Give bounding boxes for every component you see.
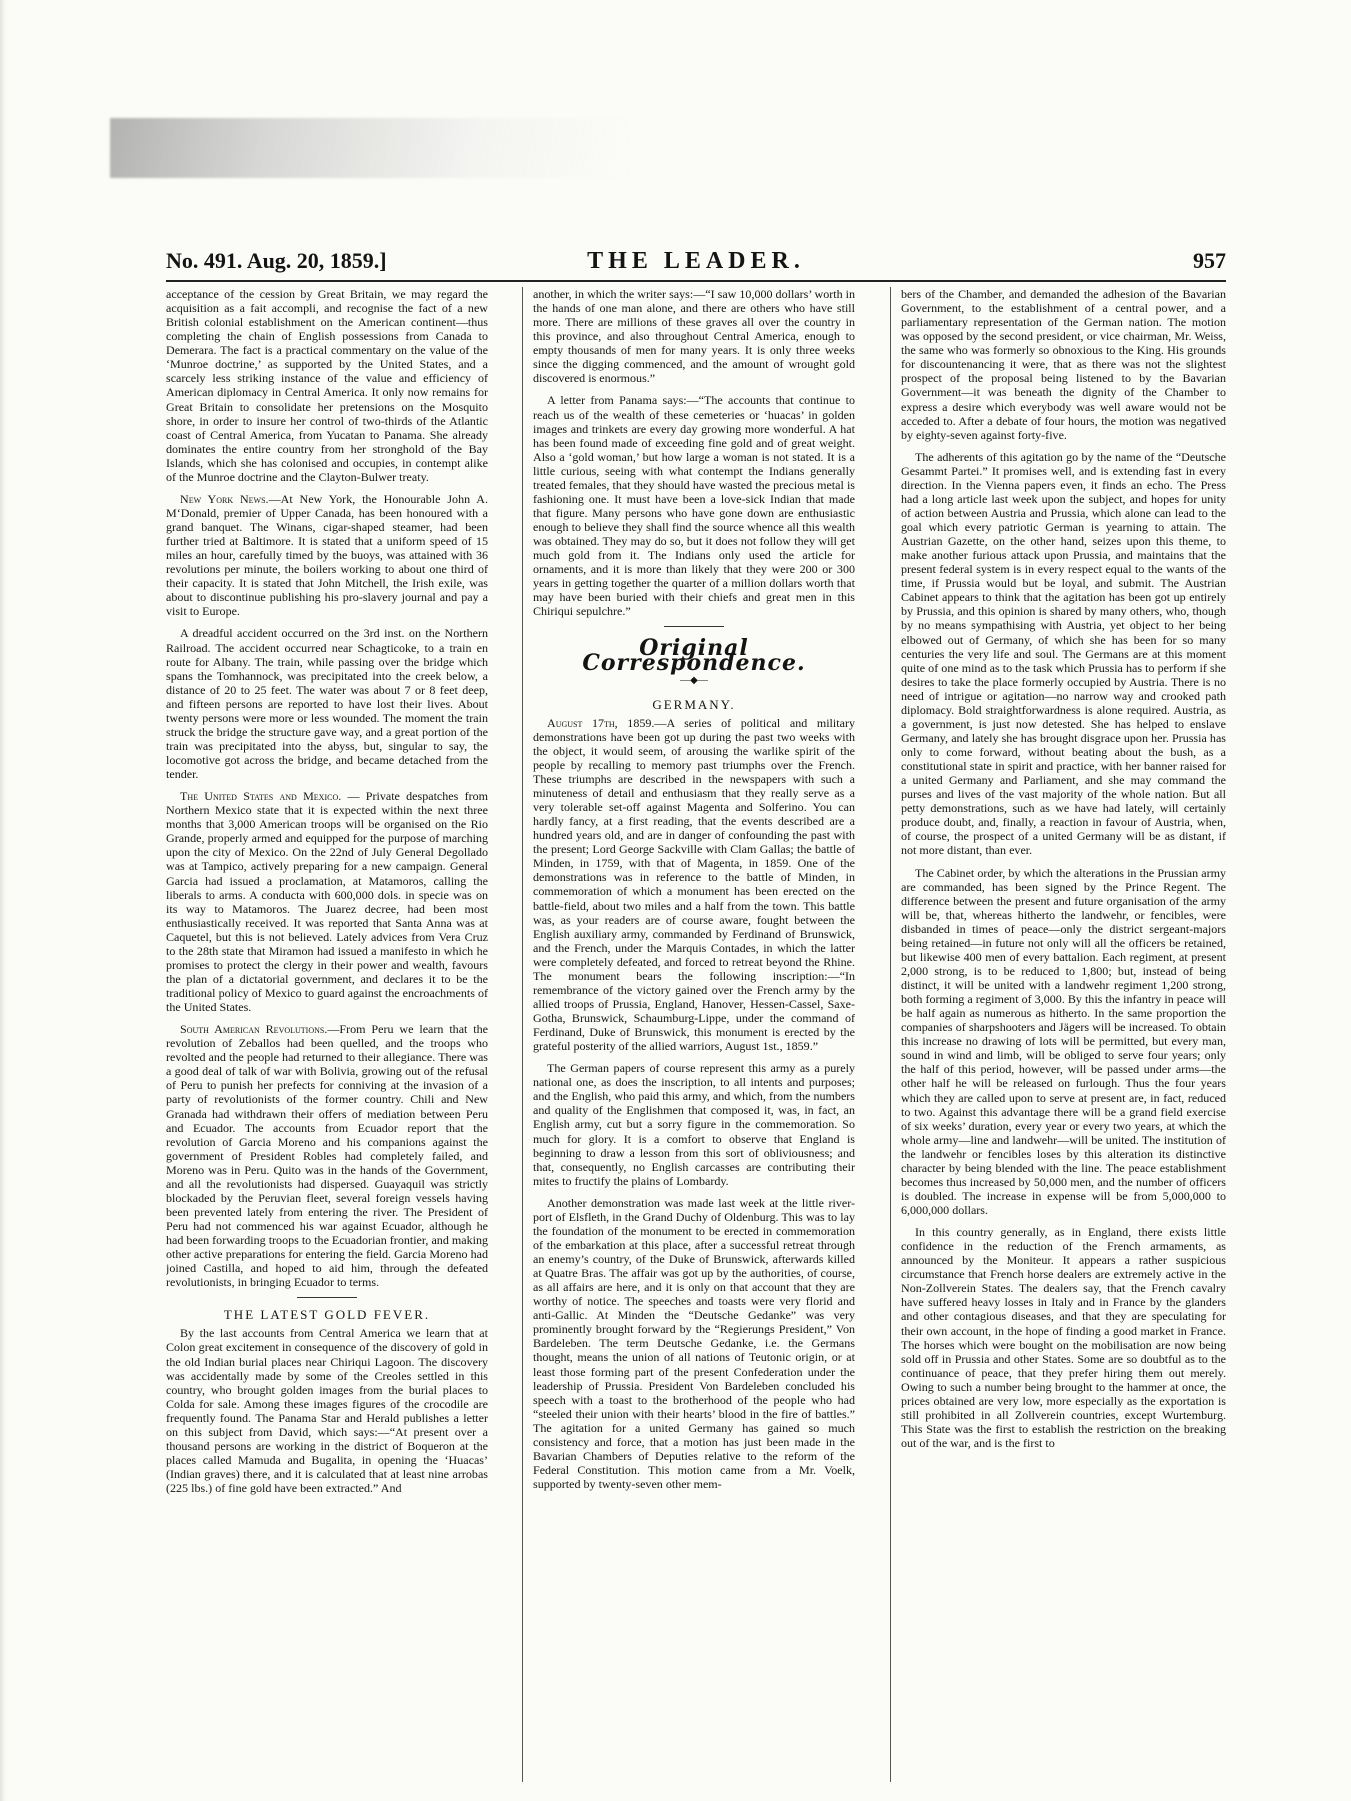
paragraph-lead: South American Revolutions. (180, 1022, 328, 1037)
column-divider (522, 287, 523, 1782)
page-header (166, 248, 1226, 280)
paragraph: By the last accounts from Central America we learn that at Colon great excitement in consequence of the discovery of gold in the old Indian burial places near Chiriqui Lagoon. The discovery was accidentally made by some of the Creoles settled in this country, who brought golden images from the burial places to Colda for sale. Among these images figures of the crocodile are frequently found. The Panama Star and Herald publishes a letter on this subject from David, which says:—“At present over a thousand persons are working in the district of Boqueron at the places called Mamuda and Bugalita, in opening the ‘Huacas’ (Indian graves) there, and it is calculated that at least nine arrobas (225 lbs.) of fine gold have been extracted.” And (166, 1326, 488, 1496)
paragraph-lead: New York News. (180, 491, 269, 506)
column-2 (533, 287, 855, 1782)
paragraph: A dreadful accident occurred on the 3rd inst. on the Northern Railroad. The accident occurred near Schagticoke, to a train en route for Albany. The train, while passing over the bridge which spans the Tomhannock, was precipitated into the creek below, a distance of 20 to 25 feet. The water was about 7 or 8 feet deep, and fifteen persons are reported to have lost their lives. About twenty persons were more or less wounded. The moment the train struck the bridge the structure gave way, and a great portion of the train was precipitated into the abyss, but, singular to say, the locomotive got across the bridge, and became detached from the tender. (166, 626, 488, 782)
paragraph: In this country generally, as in England, there exists little confidence in the reduction of the French armaments, as announced by the Moniteur. It appears a rather suspicious circumstance that French horse dealers are extremely active in the Non-Zollverein States. The dealers say, that the French cavalry have suffered heavy losses in Italy and in France by the glanders and other contagious diseases, and that they are speculating for their own account, in the hope of finding a good market in France. The horses which were bought on the mobilisation are now being sold off in Prussia and other States. Some are so doubtful as to the continuance of peace, that they prefer hiring them out merely. Owing to such a number being brought to the hammer at once, the prices obtained are very low, more especially as the exportation is still prohibited in all Zollverein countries, except Wurtemburg. This State was the first to establish the restriction on the breaking out of the war, and is the first to (901, 1225, 1226, 1450)
page-number: 957 (1193, 248, 1226, 273)
paragraph: A letter from Panama says:—“The accounts that continue to reach us of the wealth of these cemeteries or ‘huacas’ in golden images and trinkets are every day growing more wonderful. A hat has been found made of exceeding fine gold and of great weight. Also a ‘gold woman,’ but how large a woman is not stated. It is a little curious, seeing with what contempt the Indians generally treated females, that they should have wasted the precious metal is fashioning one. It must have been a love-sick Indian that made that figure. Many persons who have gone down are enthusiastic enough to believe they shall find the source whence all this wealth was obtained. They may do so, but it does not follow they will get much gold from it. The Indians only used the article for ornaments, and it is more than likely that they were 200 or 300 years in getting together the quarter of a million dollars worth that may have been buried with their chiefs and great men in this Chiriqui sepulchre.” (533, 393, 855, 619)
column-1 (166, 287, 488, 1782)
paragraph: bers of the Chamber, and demanded the adhesion of the Bavarian Government, to the establishment of a central power, and a parliamentary representation of the German nation. The motion was opposed by the second president, or vice chairman, Mr. Weiss, the same who was formerly so obnoxious to the King. His grounds for discountenancing it were, that as there was not the slightest prospect of the proposal being listened to by the Bavarian Government—it was beneath the dignity of the Chamber to express a desire which everybody was well aware would not be acceded to. After a debate of four hours, the motion was negatived by eighty-seven against forty-five. (901, 287, 1226, 442)
paragraph-body: — Private despatches from Northern Mexico state that it is expected within the next three months that 3,000 American troops will be organised on the Rio Grande, properly armed and equipped for the purpose of marching upon the city of Mexico. On the 22nd of July General Degollado was at Tampico, actively preparing for a new campaign. General Garcia had issued a proclamation, at Matamoros, calling the liberals to arms. A conducta with 600,000 dols. in specie was on its way to Matamoros. The Juarez decree, had been most enthusiastically received. It was reported that Santa Anna was at Caquetel, but this is not believed. Lately advices from Vera Cruz to the 28th state that Miramon had issued a manifesto in which he promises to protect the clergy in their power and wealth, favours the plan of a dictatorial government, and declares it to be the traditional policy of Mexico to guard against the encroachments of the United States. (166, 789, 488, 1015)
header-left (166, 248, 387, 274)
ink-smudge (110, 118, 630, 178)
paragraph (533, 716, 855, 1054)
column-3 (901, 287, 1226, 1782)
paragraph: Another demonstration was made last week at the little river-port of Elsfleth, in the Grand Duchy of Oldenburg. This was to lay the foundation of the monument to be erected in commemoration of the embarkation at this place, after a successful retreat through an enemy’s country, of the Duke of Brunswick, afterwards killed at Quatre Bras. The affair was got up by the authorities, of course, as all affairs are here, and it is only on that account that they are worthy of notice. The speeches and toasts were very florid and anti-Gallic. At Minden the “Deutsche Gedanke” was very prominently brought forward by the “Regierungs President,” Von Bardeleben. The term Deutsche Gedanke, i.e. the Germans thought, means the union of all nations of Teutonic origin, or at least those forming part of the present Confederation under the leadership of Prussia. President Von Bardeleben concluded his speech with a toast to the brotherhood of the people who had “steeled their union with their hearts’ blood in the fire of battles.” The agitation for a united Germany has gained so much consistency and force, that a motion has just been made in the Bavarian Chambers of Deputies relative to the reform of the Federal Constitution. This motion came from a Mr. Voelk, supported by twenty-seven other mem- (533, 1195, 855, 1491)
paragraph: The adherents of this agitation go by the name of the “Deutsche Gesammt Partei.” It promises well, and is extending fast in every direction. In the Vienna papers even, it finds an echo. The Press had a long article last week upon the subject, and hopes for unity of action between Austria and Prussia, which alone can lead to the goal which every patriotic German is yearning to attain. The Austrian Gazette, on the other hand, seizes upon this theme, to make another furious attack upon Prussia, and maintains that the present federal system is in every respect equal to the wants of the time, if Prussia would but be loyal, and submit. The Austrian Cabinet appears to think that the agitation has been got up entirely by Prussia, and this opinion is shared by many others, who, though by no means sympathising with Austria, yet object to her being elbowed out of Germany, of which she has been for so many centuries the very life and soul. The Germans are at this moment quite of one mind as to the task which Prussia has to perform if she desires to take the place formerly occupied by Austria. There is no need of intrigue or agitation—no narrow way and crooked path diplomacy. Bold straightforwardness is alone required. Austria, as a government, is just now detested. She has helped to enslave Germany, and lately she has brought disgrace upon her. Prussia has only to come forward, without beating about the bush, as a constitutional state in spirit and practice, with her banner raised for a united Germany and Parliament, and she may command the purses and lives of the vast majority of the whole nation. But all petty demonstrations, such as we have had lately, will certainly produce doubt, and, finally, a reaction in favour of Austria, when, of course, the prospect of a united Germany will be as distant, if not more distant, than ever. (901, 449, 1226, 858)
section-rule (297, 1297, 357, 1298)
masthead-title: THE LEADER. (587, 248, 805, 274)
paragraph-lead: August 17th, 1859. (547, 715, 655, 730)
issue-number: No. 491. (166, 248, 243, 273)
column-divider (890, 287, 891, 1782)
paragraph (166, 789, 488, 1014)
paragraph: acceptance of the cession by Great Britain, we may regard the acquisition as a fait accompli, and recognise the fact of a new British colonial establishment on the American continent—thus completing the chain of English possessions from Canada to Demerara. The fact is a practical commentary on the value of the ‘Munroe doctrine,’ as supported by the United States, and a scarcely less striking instance of the value and efficiency of American diplomacy in Central America. It only now remains for Great Britain to consolidate her pretensions on the Mosquito shore, in order to insure her control of two-thirds of the Atlantic coast of Central America, from Yucatan to Panama. She already dominates the entire country from her stronghold of the Bay Islands, which she has colonised and occupies, in contempt alike of the Munroe doctrine and the Clayton-Bulwer treaty. (166, 287, 488, 484)
paragraph-lead: The United States and Mexico. (180, 789, 342, 804)
subsection-title: GERMANY. (652, 696, 736, 712)
section-heading: Original Correspondence. (582, 635, 806, 676)
paragraph (166, 1022, 488, 1289)
header-rule (166, 280, 1226, 282)
page-edge (0, 0, 6, 1801)
paragraph: The German papers of course represent this army as a purely national one, as does the inscription, to all intents and purposes; and the English, who paid this army, and which, from the numbers and quality of the Englishmen that composed it, was, in fact, an English army, cut but a sorry figure in the commemoration. So much for glory. It is a comfort to observe that England is beginning to draw a lesson from this sort of obliviousness; and that, consequently, no English carcasses are contributing their mites to fructify the plains of Lombardy. (533, 1061, 855, 1188)
paragraph-body: —A series of political and military demonstrations have been got up during the past two weeks with the object, it would seem, of arousing the warlike spirit of the people by recalling to memory past triumphs over the French. These triumphs are described in the newspapers with such a minuteness of detail and enthusiasm that they really serve as a very tolerable set-off against Magenta and Solferino. You can hardly fancy, at a first reading, that the events described are a hundred years old, and are in danger of confounding the past with the present; Lord George Sackville with Clam Gallas; the battle of Minden, in 1759, with that of Magenta, in 1859. One of the demonstrations was in reference to the battle of Minden, in commemoration of which a monument has been erected on the battle-field, about two miles and a half from the town. This battle was, as your readers are of course aware, fought between the English auxiliary army, commanded by Ferdinand of Brunswick, and the French, under the Marquis Contades, in which the latter were completely defeated, and forced to retreat beyond the Rhine. The monument bears the following inscription:—“In remembrance of the victory gained over the French army by the allied troops of Prussia, England, Hanover, Hessen-Cassel, Saxe-Gotha, Brunswick, Schaumburg-Lippe, under the command of Ferdinand, Duke of Brunswick, this monument is erected by the grateful posterity of the allied warriors, August 1st., 1859.” (533, 715, 855, 1054)
paragraph-body: —At New York, the Honourable John A. M‘Donald, premier of Upper Canada, has been honoured with a grand banquet. The Winans, cigar-shaped steamer, had been further tried at Baltimore. It is stated that a uniform speed of 15 miles an hour, carefully timed by the buoys, was attained with 36 revolutions per minute, the boilers working to about one third of their capacity. It is stated that John Mitchell, the Irish exile, was about to discontinue publishing his pro-slavery journal and pay a visit to Europe. (166, 491, 488, 619)
issue-date: Aug. 20, 1859.] (246, 248, 387, 273)
section-title: THE LATEST GOLD FEVER. (223, 1307, 431, 1323)
paragraph: The Cabinet order, by which the alterations in the Prussian army are commanded, has been signed by the Prince Regent. The difference between the present and future organisation of the army will be, that, whereas hitherto the landwehr, or fencibles, were disbanded in times of peace—only the district sergeant-majors being retained—in future not only will all the officers be retained, but likewise 400 men of every battalion. Each regiment, at present 2,000 strong, is to be reduced to 1,800; but, instead of being distinct, it will be united with a landwehr regiment 1,200 strong, both forming a regiment of 3,000. By this the infantry in peace will be half again as numerous as hitherto. In the same proportion the companies of sharpshooters and Jägers will be increased. To obtain this increase no drawing of lots will be permitted, but every man, sound in wind and limb, will be obliged to serve four years; only the half of this period, however, will be passed under arms—the other half he will be released on furlough. Thus the four years which they are called upon to serve at present are, in fact, reduced to two. Against this advantage there will be a grand field exercise of six weeks’ duration, every year or every two years, at which the whole army—line and landwehr—will be united. The institution of the landwehr or fencibles loses by this alteration its distinctive character by being blended with the line. The peace establishment becomes thus increased by 50,000 men, and the number of officers is doubled. The increase in expense will be from 5,000,000 to 6,000,000 dollars. (901, 865, 1226, 1217)
section-rule (664, 626, 724, 627)
paragraph: another, in which the writer says:—“I saw 10,000 dollars’ worth in the hands of one man alone, and there are others who have still more. There are millions of these graves all over the country in this province, and also throughout Central America, enough to empty thousands of men for many years. It is only three weeks since the digging commenced, and the amount of wrought gold discovered is enormous.” (533, 287, 855, 386)
paragraph (166, 492, 488, 619)
ornament-icon: —◆— (680, 674, 708, 686)
paragraph-body: —From Peru we learn that the revolution of Zeballos had been quelled, and the troops who revolted and the people had returned to their allegiance. There was a good deal of talk of war with Bolivia, growing out of the refusal of Peru to punish her prefects for conniving at the invasion of a party of revolutionists of the former country. Chili and New Granada had withdrawn their offers of mediation between Peru and Ecuador. The accounts from Ecuador report that the revolution of Garcia Moreno and his companions against the government of President Robles had completely failed, and Moreno was in Peru. Quito was in the hands of the Government, and all the revolutionists had dispersed. Guayaquil was strictly blockaded by the Peruvian fleet, several foreign vessels having been prevented lately from entering the river. The President of Peru had not commenced his war against Ecuador, although he had been forwarding troops to the Ecuadorian frontier, and making other active preparations for entering the field. Garcia Moreno had joined Castilla, and hoped to aid him, through the defeated revolutionists, in bringing Ecuador to terms. (166, 1022, 488, 1290)
